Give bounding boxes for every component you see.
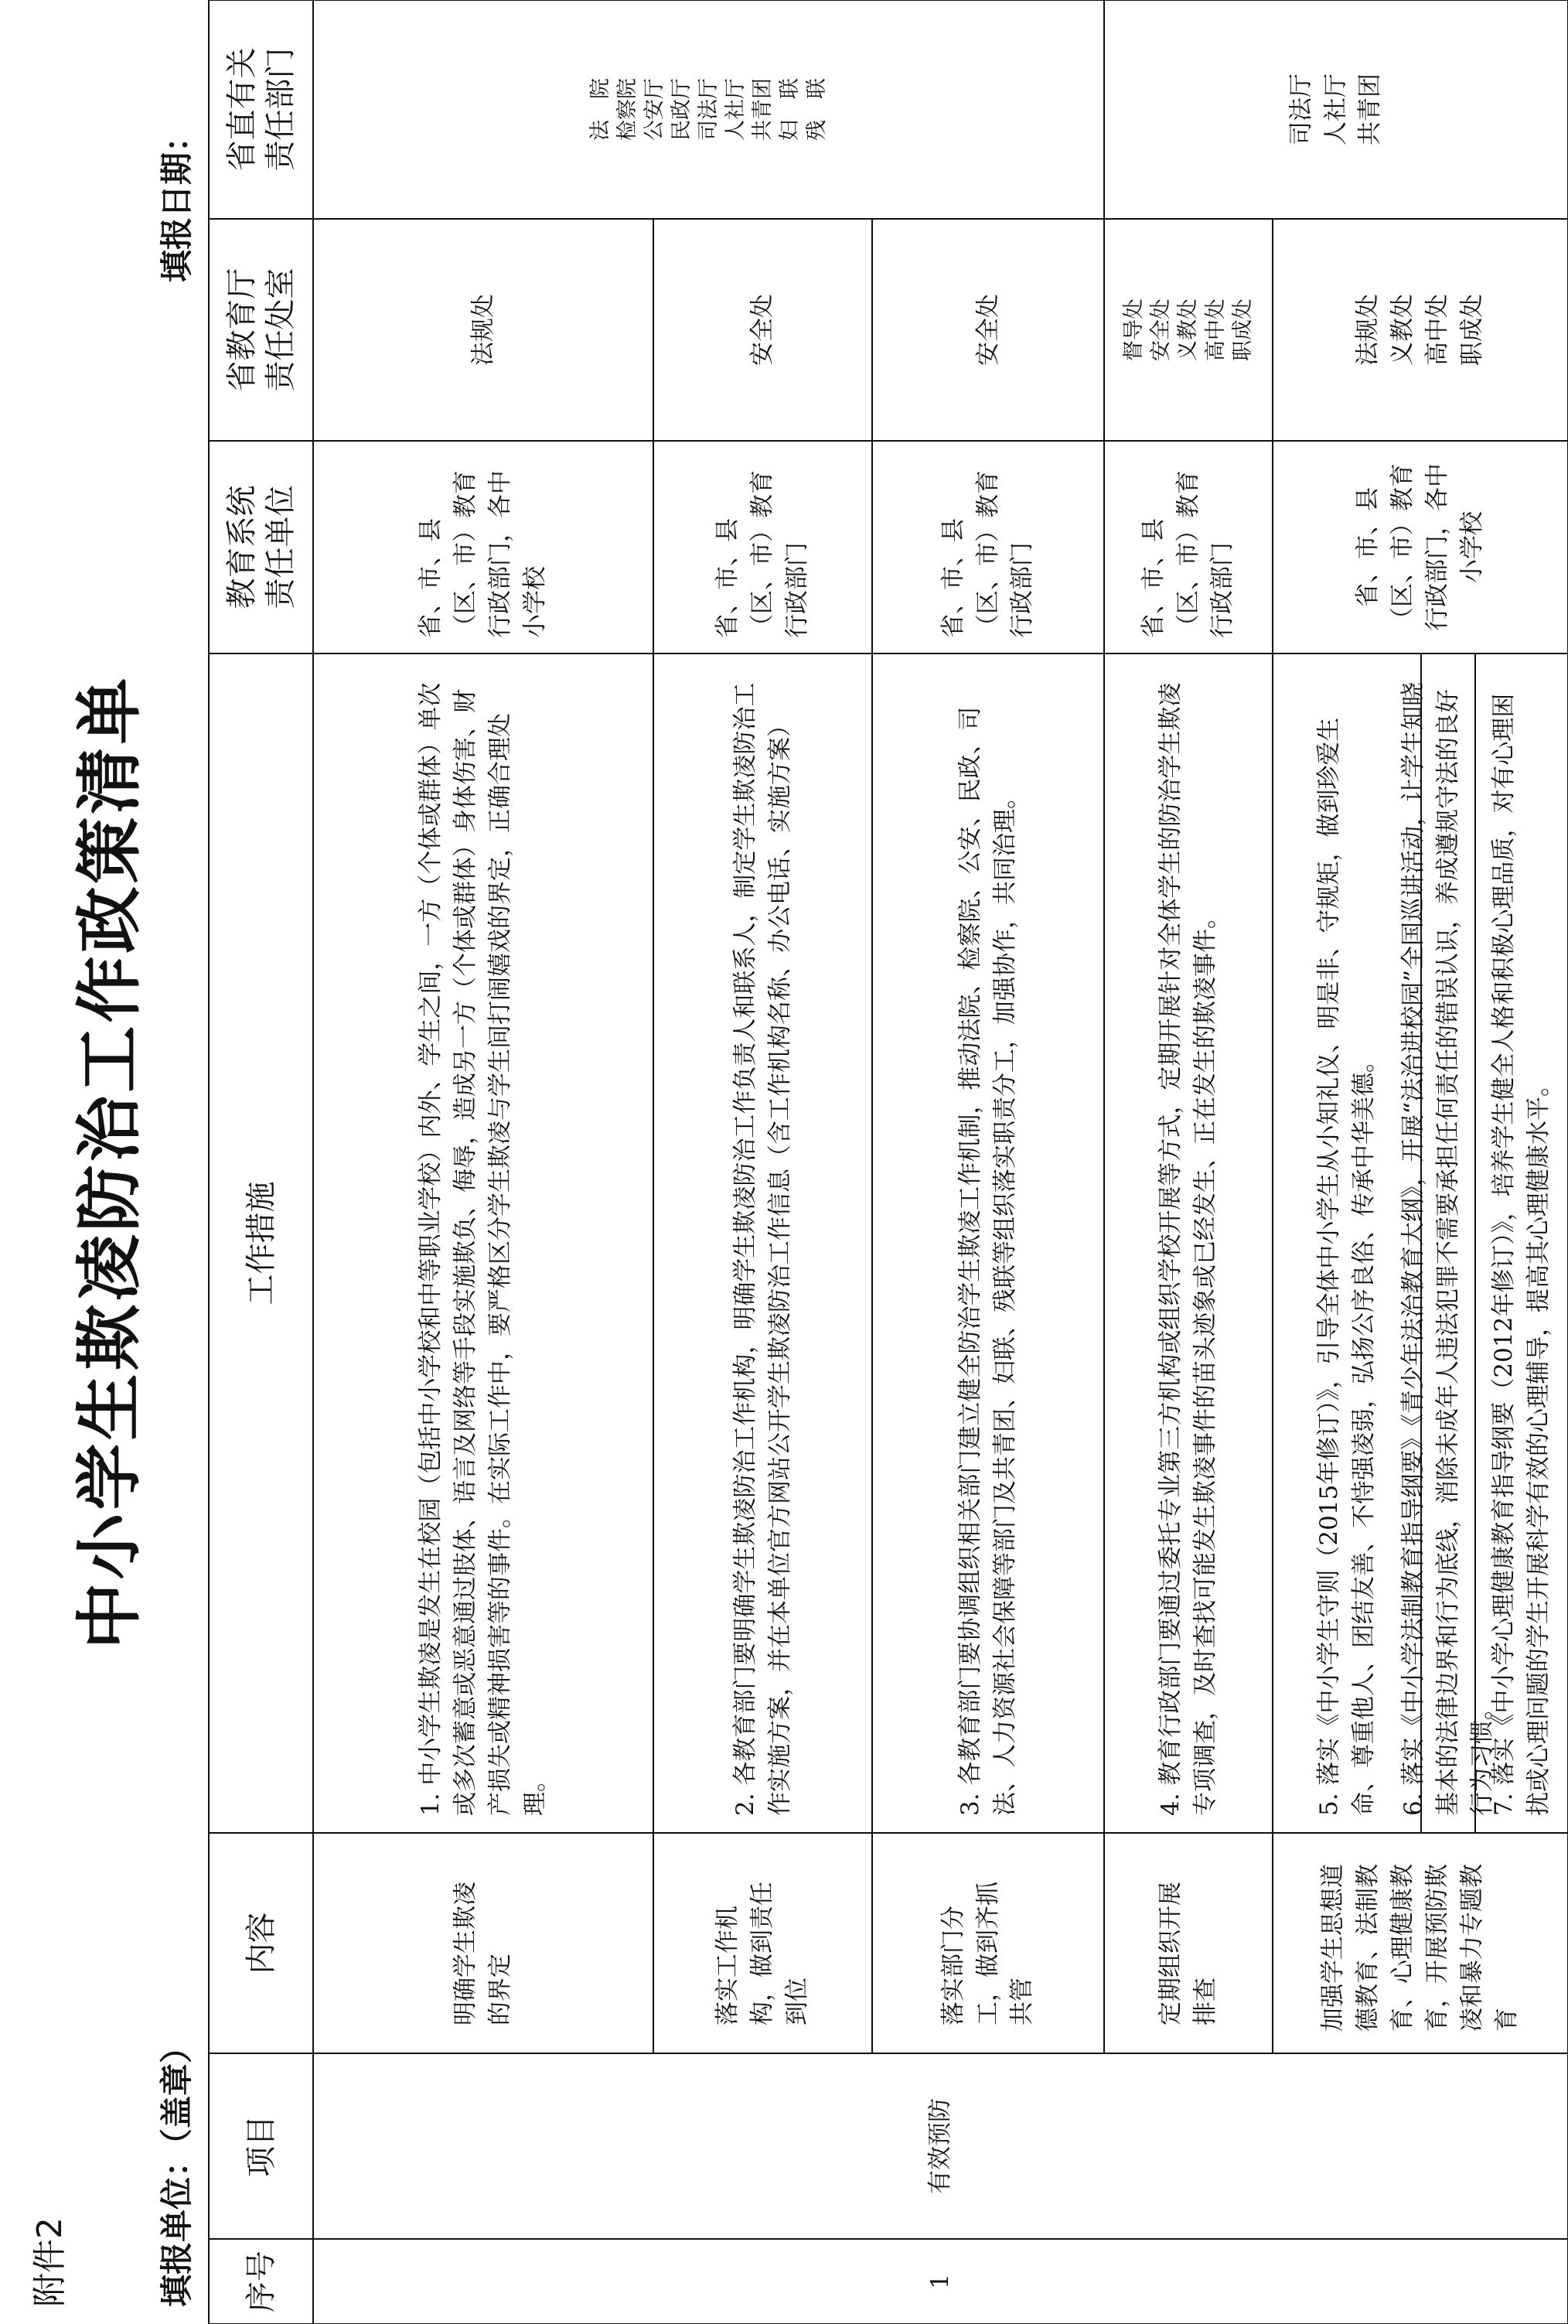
- header-measures: 工作措施: [243, 1181, 279, 1305]
- group-content: 加强学生思想道德教育、法制教育、心理健康教育，开展预防欺凌和暴力专题教育: [1319, 1864, 1521, 2032]
- group-office: 法规处 义教处 高中处 职成处: [1354, 294, 1486, 366]
- row2-edu-unit: 省、市、县（区、市）教育行政部门: [714, 470, 811, 638]
- header-item: 项目: [243, 2115, 279, 2177]
- row2-content: 落实工作机构，做到责任到位: [714, 1882, 811, 2025]
- fill-date-label: 填报日期：: [158, 119, 196, 282]
- seq-value: 1: [926, 2274, 955, 2289]
- row3-content: 落实部门分工，做到齐抓共管: [939, 1882, 1037, 2025]
- header-seq: 序号: [243, 2251, 279, 2312]
- row3-office: 安全处: [973, 294, 1002, 366]
- page-title: 中小学生欺凌防治工作政策清单: [70, 674, 148, 1650]
- fill-unit-label: 填报单位：（盖章）: [158, 2030, 196, 2307]
- row7-measure: 7. 落实《中小学心理健康教育指导纲要（2012年修订）》，培养学生健全人格和积极心理品质，对有心理困扰或心理问题的学生开展科学有效的心理辅导，提高其心理健康水平。: [1490, 693, 1553, 1816]
- item-value: 有效预防: [926, 2098, 955, 2194]
- header-edu-unit: 教育系统 责任单位: [223, 485, 298, 609]
- row3-edu-unit: 省、市、县（区、市）教育行政部门: [939, 470, 1037, 638]
- row6-measure: 6. 落实《中小学法制教育指导纲要》《青少年法治教育大纲》，开展“法治进校园”全国巡讲活动，让学生知晓基本的法律边界和行为底线，消除未成年人违法犯罪不需要承担任何责任的错误认识，养成遵规守法的良好行为习惯。: [1399, 681, 1497, 1816]
- row2-measure: 2. 各教育部门要明确学生欺凌防治工作机构，明确学生欺凌防治工作负责人和联系人，制定学生欺凌防治工作实施方案，并在本单位官方网站公开学生欺凌防治工作信息（含工作机构名称、办公电话、实施方案）: [731, 682, 794, 1816]
- prov-depts-top: 法 院 检察院 公安厅 民政厅 司法厅 人社厅 共青团 妇 联 残 联: [588, 78, 830, 141]
- prov-depts-bottom: 司法厅 人社厅 共青团: [1287, 73, 1385, 145]
- attachment-label: 附件2: [30, 2217, 70, 2307]
- row1-measure: 1. 中小学生欺凌是发生在校园（包括中小学校和中等职业学校）内外、学生之间，一方（个体或群体）单次或多次蓄意或恶意通过肢体、语言及网络等手段实施欺负、侮辱，造成另一方（个体或群体）身体伤害、财产损失或精神损害等的事件。在实际工作中，要严格区分学生欺凌与学生间打闹嬉戏的界定，正确合理处理。: [417, 682, 549, 1816]
- row4-edu-unit: 省、市、县（区、市）教育行政部门: [1139, 470, 1237, 638]
- row1-edu-unit: 省、市、县（区、市）教育行政部门，各中小学校: [417, 470, 549, 638]
- row1-content: 明确学生欺凌的界定: [452, 1882, 514, 2025]
- row4-measure: 4. 教育行政部门要通过委托专业第三方机构或组织学校开展等方式，定期开展针对全体学生的防治学生欺凌专项调查，及时查找可能发生欺凌事件的苗头迹象或已经发生、正在发生的欺凌事件。: [1157, 682, 1219, 1816]
- group-edu-unit: 省、市、县（区、市）教育行政部门，各中小学校: [1354, 463, 1486, 631]
- row4-office: 督导处 安全处 义教处 高中处 职成处: [1122, 299, 1255, 361]
- header-prov-depts: 省直有关 责任部门: [223, 47, 298, 172]
- row4-content: 定期组织开展排查: [1157, 1882, 1219, 2025]
- row1-office: 法规处: [469, 294, 497, 366]
- header-content: 内容: [243, 1912, 279, 1974]
- row3-measure: 3. 各教育部门要协调组织相关部门建立健全防治学生欺凌工作机制，推动法院、检察院、公安、民政、司法、人力资源社会保障等部门及共青团、妇联、残联等组织落实职责分工，加强协作，共同治理。: [956, 706, 1019, 1816]
- header-dept-office: 省教育厅 责任处室: [223, 268, 298, 392]
- row2-office: 安全处: [748, 294, 777, 366]
- row5-measure: 5. 落实《中小学生守则（2015年修订）》，引导全体中小学生从小知礼仪、明是非、守规矩，做到珍爱生命、尊重他人、团结友善、不恃强凌弱，弘扬公序良俗、传承中华美德。: [1315, 717, 1378, 1816]
